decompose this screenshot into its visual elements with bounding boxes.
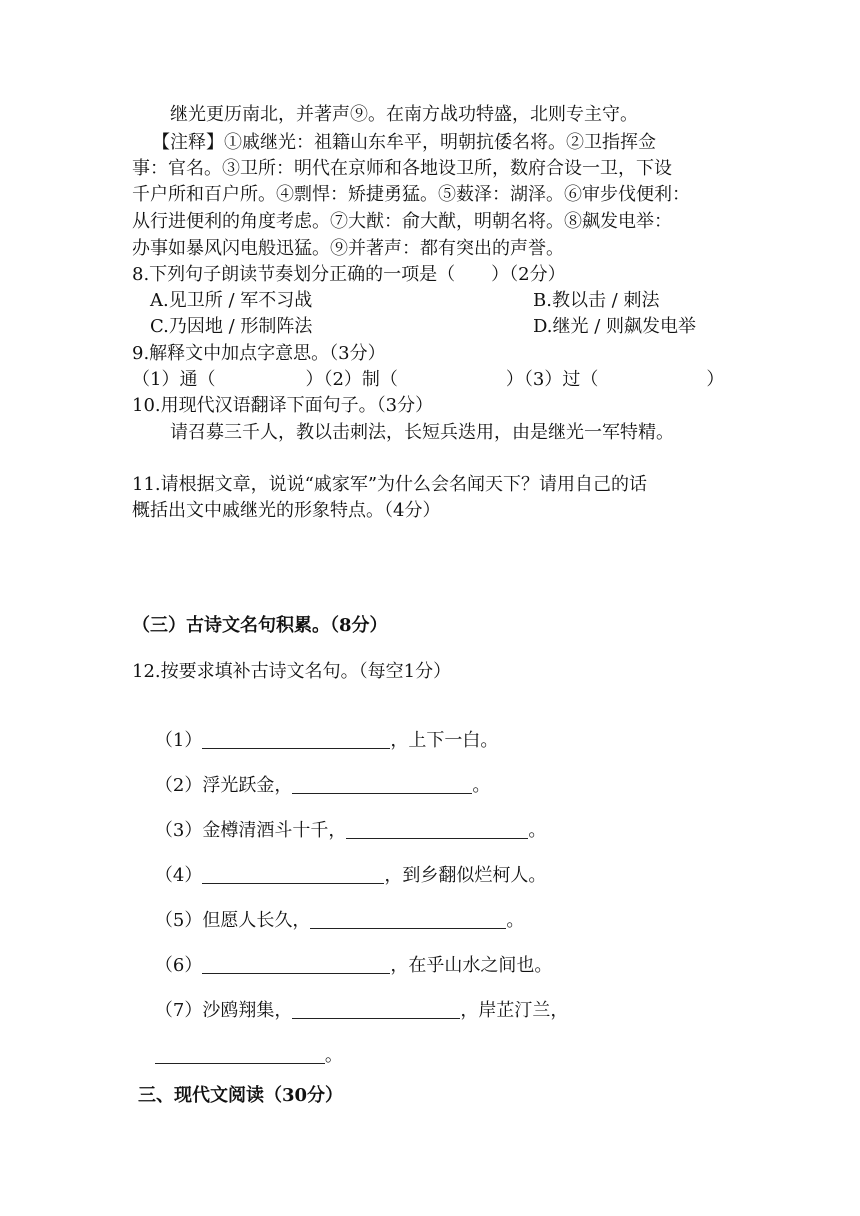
question-11-line: 概括出文中戚继光的形象特点。（4分） (132, 500, 441, 521)
notes-line: 从行进便利的角度考虑。⑦大猷：俞大猷，明朝名将。⑧飙发电举： (132, 211, 672, 232)
section-heading: （三）古诗文名句积累。（8分） (132, 615, 388, 636)
notes-line: 事：官名。③卫所：明代在京师和各地设卫所，数府合设一卫，下设 (132, 158, 672, 179)
question-8-stem: 8.下列句子朗读节奏划分正确的一项是（ ）（2分） (132, 264, 566, 285)
option-d: D.继光 / 则飙发电举 (533, 316, 697, 337)
answer-blank[interactable] (202, 955, 390, 974)
notes-line: 办事如暴风闪电般迅猛。⑨并著声：都有突出的声誉。 (132, 238, 564, 259)
notes-line: 【注释】①戚继光：祖籍山东牟平，明朝抗倭名将。②卫指挥佥 (152, 132, 656, 153)
answer-blank[interactable] (292, 1000, 460, 1019)
question-10-stem: 10.用现代汉语翻译下面句子。（3分） (132, 395, 434, 416)
answer-blank[interactable] (202, 865, 384, 884)
question-9-stem: 9.解释文中加点字意思。（3分） (132, 343, 386, 364)
question-11-line: 11.请根据文章，说说“戚家军”为什么会名闻天下？请用自己的话 (132, 474, 648, 495)
question-12-stem: 12.按要求填补古诗文名句。（每空1分） (132, 661, 452, 682)
passage-line: 继光更历南北，并著声⑨。在南方战功特盛，北则专主守。 (170, 104, 638, 125)
notes-line: 千户所和百户所。④剽悍：矫捷勇猛。⑤薮泽：湖泽。⑥审步伐便利： (132, 184, 690, 205)
fill-item-7: （7）沙鸥翔集， ，岸芷汀兰， (154, 1000, 569, 1021)
answer-blank[interactable] (346, 820, 528, 839)
answer-blank[interactable] (292, 775, 472, 794)
answer-blank[interactable] (155, 1045, 325, 1064)
fill-item-1: （1） ，上下一白。 (154, 730, 499, 751)
fill-item-7-continued: 。 (132, 1020, 343, 1092)
fill-item-5: （5）但愿人长久， 。 (154, 910, 525, 931)
part-heading: 三、现代文阅读（30分） (138, 1085, 344, 1106)
fill-item-4: （4） ，到乡翻似烂柯人。 (154, 865, 547, 886)
option-c: C.乃因地 / 形制阵法 (150, 316, 313, 337)
option-b: B.教以击 / 刺法 (533, 290, 660, 311)
question-9-items: （1）通（ ）（2）制（ ）（3）过（ ） (132, 369, 725, 390)
fill-item-3: （3）金樽清酒斗十千， 。 (154, 820, 547, 841)
option-a: A.见卫所 / 军不习战 (150, 290, 313, 311)
answer-blank[interactable] (202, 730, 390, 749)
answer-blank[interactable] (310, 910, 506, 929)
fill-item-2: （2）浮光跃金， 。 (154, 775, 491, 796)
fill-item-6: （6） ，在乎山水之间也。 (154, 955, 553, 976)
question-10-sentence: 请召募三千人，教以击刺法，长短兵迭用，由是继光一军特精。 (170, 422, 674, 443)
